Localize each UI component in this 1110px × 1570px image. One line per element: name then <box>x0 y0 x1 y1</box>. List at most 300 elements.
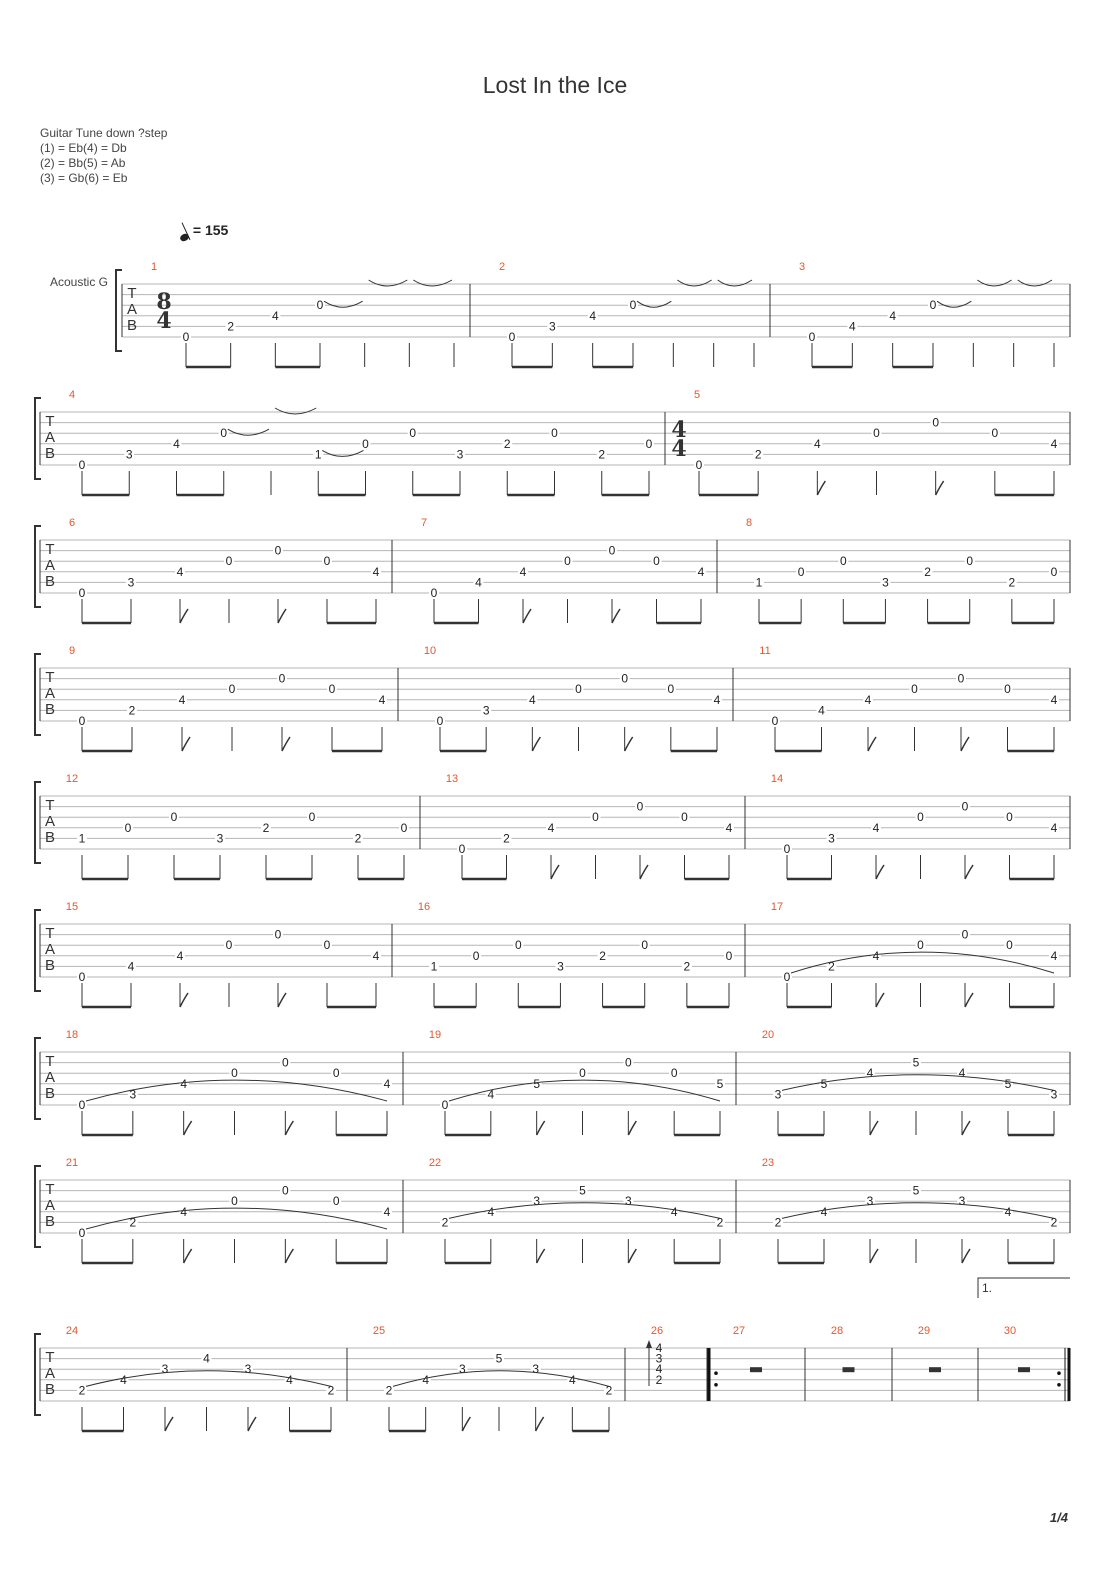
fret-number: 4 <box>864 692 872 707</box>
fret-number: 2 <box>1008 575 1016 590</box>
fret-number: 0 <box>1050 564 1058 579</box>
fret-number: 3 <box>958 1194 966 1209</box>
fret-number: 2 <box>129 1215 137 1230</box>
fret-number: 0 <box>957 671 965 686</box>
fret-number: 0 <box>653 554 660 569</box>
fret-number: 4 <box>866 1066 874 1081</box>
fret-number: 4 <box>372 948 380 963</box>
tab-clef-letter: A <box>44 1069 56 1086</box>
fret-number: 0 <box>608 543 616 558</box>
fret-number: 4 <box>697 564 705 579</box>
tie-arc <box>718 280 752 286</box>
measure-number: 2 <box>498 261 506 273</box>
tie-arc <box>937 301 971 307</box>
fret-number: 2 <box>503 436 511 451</box>
tab-clef-letter: B <box>44 445 56 462</box>
tab-clef-letter: T <box>45 413 55 430</box>
fret-number: 4 <box>889 308 897 323</box>
fret-number: 0 <box>78 970 86 984</box>
fret-number: 2 <box>441 1215 449 1230</box>
fret-number: 4 <box>813 436 821 451</box>
fret-number: 3 <box>125 447 133 462</box>
fret-number: 0 <box>575 682 582 697</box>
note-flag <box>962 1249 970 1263</box>
fret-number: 4 <box>958 1066 966 1081</box>
fret-number: 3 <box>882 575 889 590</box>
note-flag <box>625 737 633 751</box>
fret-number: 4 <box>176 564 184 579</box>
fret-number: 0 <box>78 1226 86 1240</box>
fret-number: 3 <box>458 1362 466 1377</box>
tab-clef-letter: A <box>44 1365 56 1382</box>
note-flag <box>551 865 559 879</box>
fret-number: 0 <box>308 810 316 825</box>
note-flag <box>462 1417 470 1431</box>
page-number: 1/4 <box>1049 1510 1068 1525</box>
measure-number: 9 <box>68 645 76 657</box>
note-flag <box>965 993 973 1007</box>
fret-number: 0 <box>621 671 629 686</box>
measure-number: 17 <box>770 901 784 913</box>
fret-number: 3 <box>216 831 224 846</box>
fret-number: 0 <box>231 1194 238 1209</box>
fret-number: 4 <box>475 575 482 590</box>
tie-arc <box>413 280 452 286</box>
fret-number: 4 <box>528 692 536 707</box>
note-flag <box>182 737 190 751</box>
tuning-line: (1) = Eb(4) = Db <box>40 141 127 155</box>
measure-number: 20 <box>761 1029 775 1041</box>
fret-number: 5 <box>533 1076 541 1091</box>
fret-number: 3 <box>533 1194 541 1209</box>
note-flag <box>817 481 825 495</box>
fret-number: 2 <box>598 447 606 462</box>
fret-number: 0 <box>332 1194 340 1209</box>
fret-number: 4 <box>1050 436 1058 451</box>
fret-number: 0 <box>961 799 969 814</box>
fret-number: 0 <box>1006 810 1013 825</box>
time-signature-numerator: 8 <box>156 289 172 315</box>
chord-fret-number: 4 <box>655 1341 663 1355</box>
measure-number: 5 <box>693 389 701 401</box>
song-title: Lost In the Ice <box>482 72 628 98</box>
note-flag <box>180 993 188 1007</box>
measure-number: 6 <box>68 517 76 529</box>
note-flag <box>965 865 973 879</box>
note-flag <box>282 737 290 751</box>
note-flag <box>248 1417 256 1431</box>
tie-arc <box>1018 280 1052 286</box>
fret-number: 0 <box>225 554 233 569</box>
note-flag <box>870 1121 878 1135</box>
note-flag <box>537 1249 545 1263</box>
instrument-name: Acoustic G <box>50 275 109 289</box>
tab-clef-letter: B <box>44 1085 56 1102</box>
fret-number: 0 <box>783 970 791 984</box>
fret-number: 0 <box>579 1066 586 1081</box>
note-flag <box>532 737 540 751</box>
fret-number: 2 <box>605 1383 613 1398</box>
fret-number: 4 <box>120 1372 127 1387</box>
measure-number: 27 <box>732 1325 746 1337</box>
fret-number: 0 <box>564 554 571 569</box>
note-flag <box>961 737 969 751</box>
fret-number: 4 <box>383 1204 391 1219</box>
tab-clef-letter: T <box>45 1053 55 1070</box>
tuning-line: (3) = Gb(6) = Eb <box>40 171 128 185</box>
fret-number: 3 <box>127 575 135 590</box>
tie-arc <box>324 301 363 307</box>
chord-fret-number: 2 <box>655 1372 663 1387</box>
measure-number: 25 <box>372 1325 386 1337</box>
fret-number: 4 <box>818 703 825 718</box>
fret-number: 0 <box>332 1066 340 1081</box>
fret-number: 0 <box>551 426 558 441</box>
measure-number: 14 <box>770 773 784 785</box>
fret-number: 3 <box>129 1087 137 1102</box>
fret-number: 4 <box>372 564 380 579</box>
fret-number: 0 <box>808 330 816 344</box>
system-bracket <box>116 270 122 351</box>
fret-number: 0 <box>124 820 132 835</box>
fret-number: 4 <box>1050 820 1058 835</box>
measure-rest <box>1018 1367 1030 1372</box>
time-signature-denominator: 4 <box>156 308 172 334</box>
note-flag <box>876 993 884 1007</box>
fret-number: 4 <box>180 1204 188 1219</box>
note-flag <box>278 609 286 623</box>
tab-clef-letter: A <box>44 941 56 958</box>
fret-number: 2 <box>924 564 931 579</box>
measure-number: 7 <box>420 517 428 529</box>
fret-number: 4 <box>378 692 386 707</box>
fret-number: 3 <box>244 1362 252 1377</box>
measure-number: 24 <box>65 1325 79 1337</box>
fret-number: 1 <box>430 959 438 974</box>
fret-number: 0 <box>78 586 86 600</box>
fret-number: 4 <box>872 820 880 835</box>
tie-arc <box>637 301 671 307</box>
fret-number: 4 <box>713 692 721 707</box>
time-signature-numerator: 4 <box>671 417 687 443</box>
measure-number: 29 <box>917 1325 931 1337</box>
fret-number: 3 <box>548 319 556 334</box>
fret-number: 4 <box>487 1204 495 1219</box>
measure-number: 3 <box>798 261 806 273</box>
measure-number: 8 <box>745 517 753 529</box>
measure-number: 30 <box>1003 1325 1017 1337</box>
measure-number: 12 <box>65 773 79 785</box>
fret-number: 0 <box>932 415 940 430</box>
measure-number: 23 <box>761 1157 775 1169</box>
fret-number: 2 <box>354 831 362 846</box>
fret-number: 0 <box>783 842 791 856</box>
fret-number: 2 <box>128 703 136 718</box>
strum-arrow-head <box>646 1340 652 1348</box>
fret-number: 0 <box>362 436 369 451</box>
measure-number: 13 <box>445 773 459 785</box>
fret-number: 4 <box>176 948 184 963</box>
tab-clef-letter: T <box>45 541 55 558</box>
fret-number: 0 <box>225 938 233 953</box>
measure-rest <box>843 1367 855 1372</box>
measure-number: 19 <box>428 1029 442 1041</box>
tab-clef-letter: B <box>126 317 138 334</box>
fret-number: 2 <box>227 319 235 334</box>
fret-number: 2 <box>262 820 270 835</box>
fret-number: 0 <box>281 1183 289 1198</box>
measure-number: 4 <box>68 389 76 401</box>
fret-number: 3 <box>557 959 564 974</box>
tuning-heading: Guitar Tune down ?step <box>40 126 168 140</box>
fret-number: 5 <box>1004 1076 1012 1091</box>
tab-clef-letter: A <box>44 557 56 574</box>
fret-number: 0 <box>220 426 228 441</box>
tie-arc <box>322 450 363 456</box>
tie-arc <box>275 408 316 414</box>
fret-number: 4 <box>872 948 880 963</box>
fret-number: 0 <box>725 948 733 963</box>
tie-arc <box>977 280 1011 286</box>
fret-number: 4 <box>203 1351 210 1366</box>
fret-number: 0 <box>78 1098 86 1112</box>
fret-number: 0 <box>873 426 880 441</box>
fret-number: 0 <box>323 554 331 569</box>
tab-clef-letter: T <box>45 1349 55 1366</box>
fret-number: 0 <box>961 927 969 942</box>
note-flag <box>868 737 876 751</box>
fret-number: 4 <box>422 1372 430 1387</box>
tab-clef-letter: T <box>45 925 55 942</box>
fret-number: 4 <box>519 564 527 579</box>
tab-clef-letter: A <box>44 685 56 702</box>
fret-number: 4 <box>725 820 733 835</box>
fret-number: 0 <box>430 586 438 600</box>
repeat-dot <box>1057 1371 1061 1375</box>
fret-number: 0 <box>472 948 480 963</box>
note-flag <box>870 1249 878 1263</box>
fret-number: 4 <box>848 319 856 334</box>
fret-number: 5 <box>820 1076 828 1091</box>
measure-number: 26 <box>650 1325 664 1337</box>
fret-number: 0 <box>508 330 516 344</box>
fret-number: 4 <box>271 308 279 323</box>
fret-number: 4 <box>178 692 186 707</box>
tab-clef-letter: B <box>44 573 56 590</box>
fret-number: 2 <box>78 1383 86 1398</box>
fret-number: 3 <box>774 1087 782 1102</box>
fret-number: 4 <box>568 1372 576 1387</box>
fret-number: 4 <box>487 1087 495 1102</box>
measure-number: 18 <box>65 1029 79 1041</box>
tab-clef-letter: B <box>44 701 56 718</box>
fret-number: 0 <box>670 1066 678 1081</box>
fret-number: 2 <box>503 831 510 846</box>
repeat-dot <box>1057 1383 1061 1387</box>
fret-number: 2 <box>327 1383 335 1398</box>
fret-number: 2 <box>754 447 762 462</box>
fret-number: 3 <box>532 1362 540 1377</box>
fret-number: 0 <box>629 298 637 313</box>
fret-number: 0 <box>592 810 599 825</box>
fret-number: 0 <box>170 810 178 825</box>
note-flag <box>278 993 286 1007</box>
fret-number: 2 <box>716 1215 724 1230</box>
fret-number: 4 <box>173 436 180 451</box>
note-flag <box>628 1249 636 1263</box>
measure-number: 22 <box>428 1157 442 1169</box>
note-flag <box>165 1417 173 1431</box>
fret-number: 4 <box>1004 1204 1012 1219</box>
fret-number: 2 <box>774 1215 782 1230</box>
tab-clef-letter: T <box>127 285 137 302</box>
fret-number: 0 <box>991 426 999 441</box>
fret-number: 0 <box>436 714 444 728</box>
chord-fret-number: 4 <box>655 1362 663 1377</box>
note-flag <box>523 609 531 623</box>
fret-number: 3 <box>828 831 835 846</box>
tie-arc <box>369 280 408 286</box>
fret-number: 2 <box>1050 1215 1058 1230</box>
note-flag <box>876 865 884 879</box>
fret-number: 5 <box>716 1076 724 1091</box>
fret-number: 0 <box>441 1098 449 1112</box>
tab-clef-letter: B <box>44 1381 56 1398</box>
note-flag <box>285 1121 293 1135</box>
tab-clef-letter: T <box>45 797 55 814</box>
fret-number: 0 <box>797 564 805 579</box>
repeat-dot <box>714 1383 718 1387</box>
fret-number: 0 <box>1004 682 1011 697</box>
measure-number: 10 <box>423 645 437 657</box>
fret-number: 0 <box>458 842 466 856</box>
fret-number: 4 <box>286 1372 293 1387</box>
note-flag <box>184 1249 192 1263</box>
fret-number: 0 <box>641 938 649 953</box>
fret-number: 0 <box>278 671 286 686</box>
fret-number: 4 <box>820 1204 828 1219</box>
fret-number: 0 <box>1006 938 1013 953</box>
measure-number: 11 <box>759 645 771 657</box>
fret-number: 5 <box>912 1183 920 1198</box>
fret-number: 0 <box>316 298 324 313</box>
fret-number: 4 <box>1050 692 1058 707</box>
fret-number: 0 <box>929 298 937 313</box>
tab-clef-letter: B <box>44 1213 56 1230</box>
fret-number: 4 <box>1050 948 1058 963</box>
fret-number: 0 <box>78 714 86 728</box>
tempo-value: = 155 <box>192 222 229 238</box>
fret-number: 0 <box>771 714 779 728</box>
tab-clef-letter: A <box>44 1197 56 1214</box>
fret-number: 2 <box>683 959 691 974</box>
fret-number: 0 <box>78 458 86 472</box>
note-flag <box>640 865 648 879</box>
measure-number: 16 <box>417 901 431 913</box>
fret-number: 3 <box>1050 1087 1058 1102</box>
fret-number: 5 <box>912 1055 920 1070</box>
measure-number: 1 <box>150 261 158 273</box>
fret-number: 0 <box>281 1055 289 1070</box>
note-flag <box>612 609 620 623</box>
tab-clef-letter: T <box>45 669 55 686</box>
fret-number: 2 <box>385 1383 393 1398</box>
fret-number: 4 <box>127 959 135 974</box>
fret-number: 3 <box>456 447 464 462</box>
fret-number: 3 <box>866 1194 874 1209</box>
fret-number: 1 <box>755 575 763 590</box>
note-flag <box>536 1417 544 1431</box>
fret-number: 0 <box>645 436 653 451</box>
tab-clef-letter: A <box>44 813 56 830</box>
note-flag <box>180 609 188 623</box>
note-flag <box>936 481 944 495</box>
fret-number: 0 <box>228 682 236 697</box>
tab-clef-letter: T <box>45 1181 55 1198</box>
measure-rest <box>750 1367 762 1372</box>
fret-number: 0 <box>681 810 688 825</box>
note-flag <box>184 1121 192 1135</box>
fret-number: 0 <box>624 1055 632 1070</box>
repeat-dot <box>714 1371 718 1375</box>
tab-clef-letter: B <box>44 829 56 846</box>
fret-number: 0 <box>409 426 417 441</box>
fret-number: 0 <box>636 799 644 814</box>
fret-number: 4 <box>180 1076 188 1091</box>
chord-fret-number: 3 <box>655 1351 663 1366</box>
measure-number: 15 <box>65 901 79 913</box>
fret-number: 0 <box>667 682 675 697</box>
fret-number: 4 <box>670 1204 678 1219</box>
fret-number: 0 <box>917 810 924 825</box>
fret-number: 4 <box>547 820 555 835</box>
fret-number: 3 <box>161 1362 169 1377</box>
fret-number: 1 <box>78 831 86 846</box>
tab-clef-letter: A <box>44 429 56 446</box>
fret-number: 0 <box>231 1066 238 1081</box>
fret-number: 0 <box>400 820 408 835</box>
fret-number: 0 <box>274 543 282 558</box>
tab-clef-letter: B <box>44 957 56 974</box>
fret-number: 1 <box>314 447 322 462</box>
fret-number: 0 <box>966 554 974 569</box>
fret-number: 0 <box>323 938 331 953</box>
note-flag <box>962 1121 970 1135</box>
fret-number: 0 <box>695 458 703 472</box>
tie-arc <box>228 429 269 435</box>
tuning-line: (2) = Bb(5) = Ab <box>40 156 126 170</box>
fret-number: 3 <box>624 1194 632 1209</box>
tie-arc <box>677 280 711 286</box>
time-signature-denominator: 4 <box>671 436 687 462</box>
measure-number: 28 <box>830 1325 844 1337</box>
fret-number: 2 <box>599 948 606 963</box>
fret-number: 0 <box>328 682 336 697</box>
fret-number: 4 <box>383 1076 391 1091</box>
measure-number: 21 <box>65 1157 79 1169</box>
volta-label: 1. <box>982 1281 993 1295</box>
note-flag <box>285 1249 293 1263</box>
fret-number: 3 <box>482 703 490 718</box>
fret-number: 5 <box>579 1183 586 1198</box>
fret-number: 2 <box>828 959 835 974</box>
fret-number: 5 <box>495 1351 503 1366</box>
fret-number: 4 <box>589 308 597 323</box>
fret-number: 0 <box>839 554 847 569</box>
fret-number: 0 <box>917 938 924 953</box>
fret-number: 0 <box>911 682 918 697</box>
fret-number: 0 <box>274 927 282 942</box>
